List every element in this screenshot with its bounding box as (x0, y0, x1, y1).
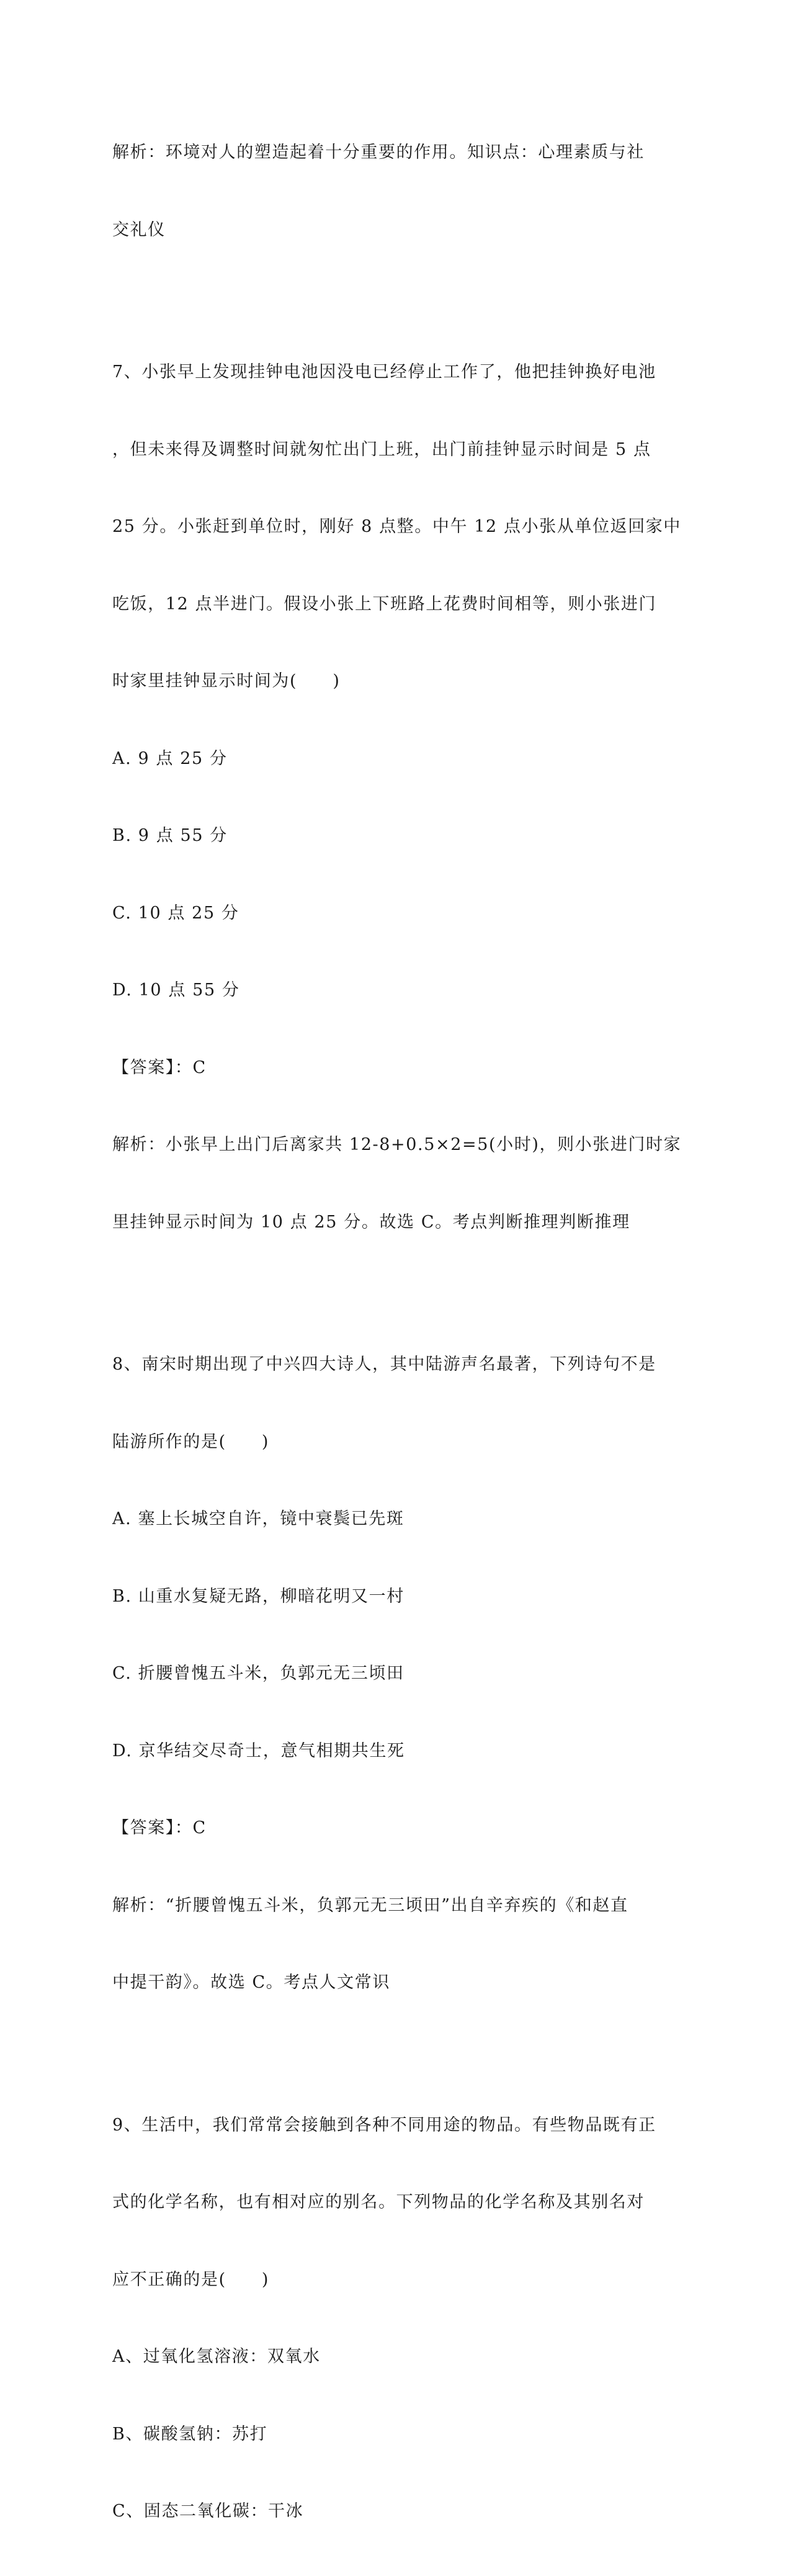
explanation-line: 交礼仪 (112, 220, 166, 240)
document-content (112, 88, 682, 2576)
explanation-line: 解析：“折腰曾愧五斗米，负郭元无三顷田”出自辛弃疾的《和赵直 (112, 1895, 628, 1915)
option-a: A. 塞上长城空自许，镜中衰鬓已先斑 (112, 1509, 404, 1528)
explanation-q6 (112, 88, 658, 294)
question-stem-line: 25 分。小张赶到单位时，刚好 8 点整。中午 12 点小张从单位返回家中 (112, 517, 682, 536)
explanation-line: 解析：小张早上出门后离家共 12-8+0.5×2=5(小时)，则小张进门时家 (112, 1135, 682, 1154)
question-9 (112, 2061, 658, 2576)
question-7 (112, 308, 682, 1286)
answer-label: 【答案】：C (112, 1057, 207, 1077)
answer-label: 【答案】：C (112, 1818, 207, 1838)
option-d: D. 10 点 55 分 (112, 981, 240, 1000)
option-a: A、过氧化氢溶液：双氧水 (112, 2347, 321, 2366)
question-stem-line: ，但未来得及调整时间就匆忙出门上班，出门前挂钟显示时间是 5 点 (112, 439, 651, 459)
question-stem-line: 8、南宋时期出现了中兴四大诗人，其中陆游声名最著，下列诗句不是 (112, 1355, 656, 1374)
option-b: B. 山重水复疑无路，柳暗花明又一村 (112, 1586, 404, 1606)
explanation-line: 解析：环境对人的塑造起着十分重要的作用。知识点：心理素质与社 (112, 143, 645, 162)
question-stem-line: 7、小张早上发现挂钟电池因没电已经停止工作了，他把挂钟换好电池 (112, 362, 656, 382)
option-a: A. 9 点 25 分 (112, 748, 228, 768)
option-c: C、固态二氧化碳：干冰 (112, 2502, 304, 2521)
question-stem-line: 时家里挂钟显示时间为( ) (112, 671, 341, 691)
explanation-line: 里挂钟显示时间为 10 点 25 分。故选 C。考点判断推理判断推理 (112, 1212, 630, 1232)
option-d: D. 京华结交尽奇士，意气相期共生死 (112, 1741, 405, 1761)
option-b: B、碳酸氢钠：苏打 (112, 2424, 268, 2444)
question-stem-line: 吃饭，12 点半进门。假设小张上下班路上花费时间相等，则小张进门 (112, 594, 657, 614)
option-c: C. 折腰曾愧五斗米，负郭元无三顷田 (112, 1664, 404, 1683)
option-c: C. 10 点 25 分 (112, 903, 239, 923)
explanation-line: 中提干韵》。故选 C。考点人文常识 (112, 1973, 390, 1992)
question-stem-line: 陆游所作的是( ) (112, 1432, 270, 1452)
question-stem-line: 9、生活中，我们常常会接触到各种不同用途的物品。有些物品既有正 (112, 2115, 656, 2135)
question-8 (112, 1300, 658, 2047)
question-stem-line: 式的化学名称，也有相对应的别名。下列物品的化学名称及其别名对 (112, 2192, 645, 2212)
option-b: B. 9 点 55 分 (112, 826, 228, 845)
question-stem-line: 应不正确的是( ) (112, 2269, 270, 2289)
